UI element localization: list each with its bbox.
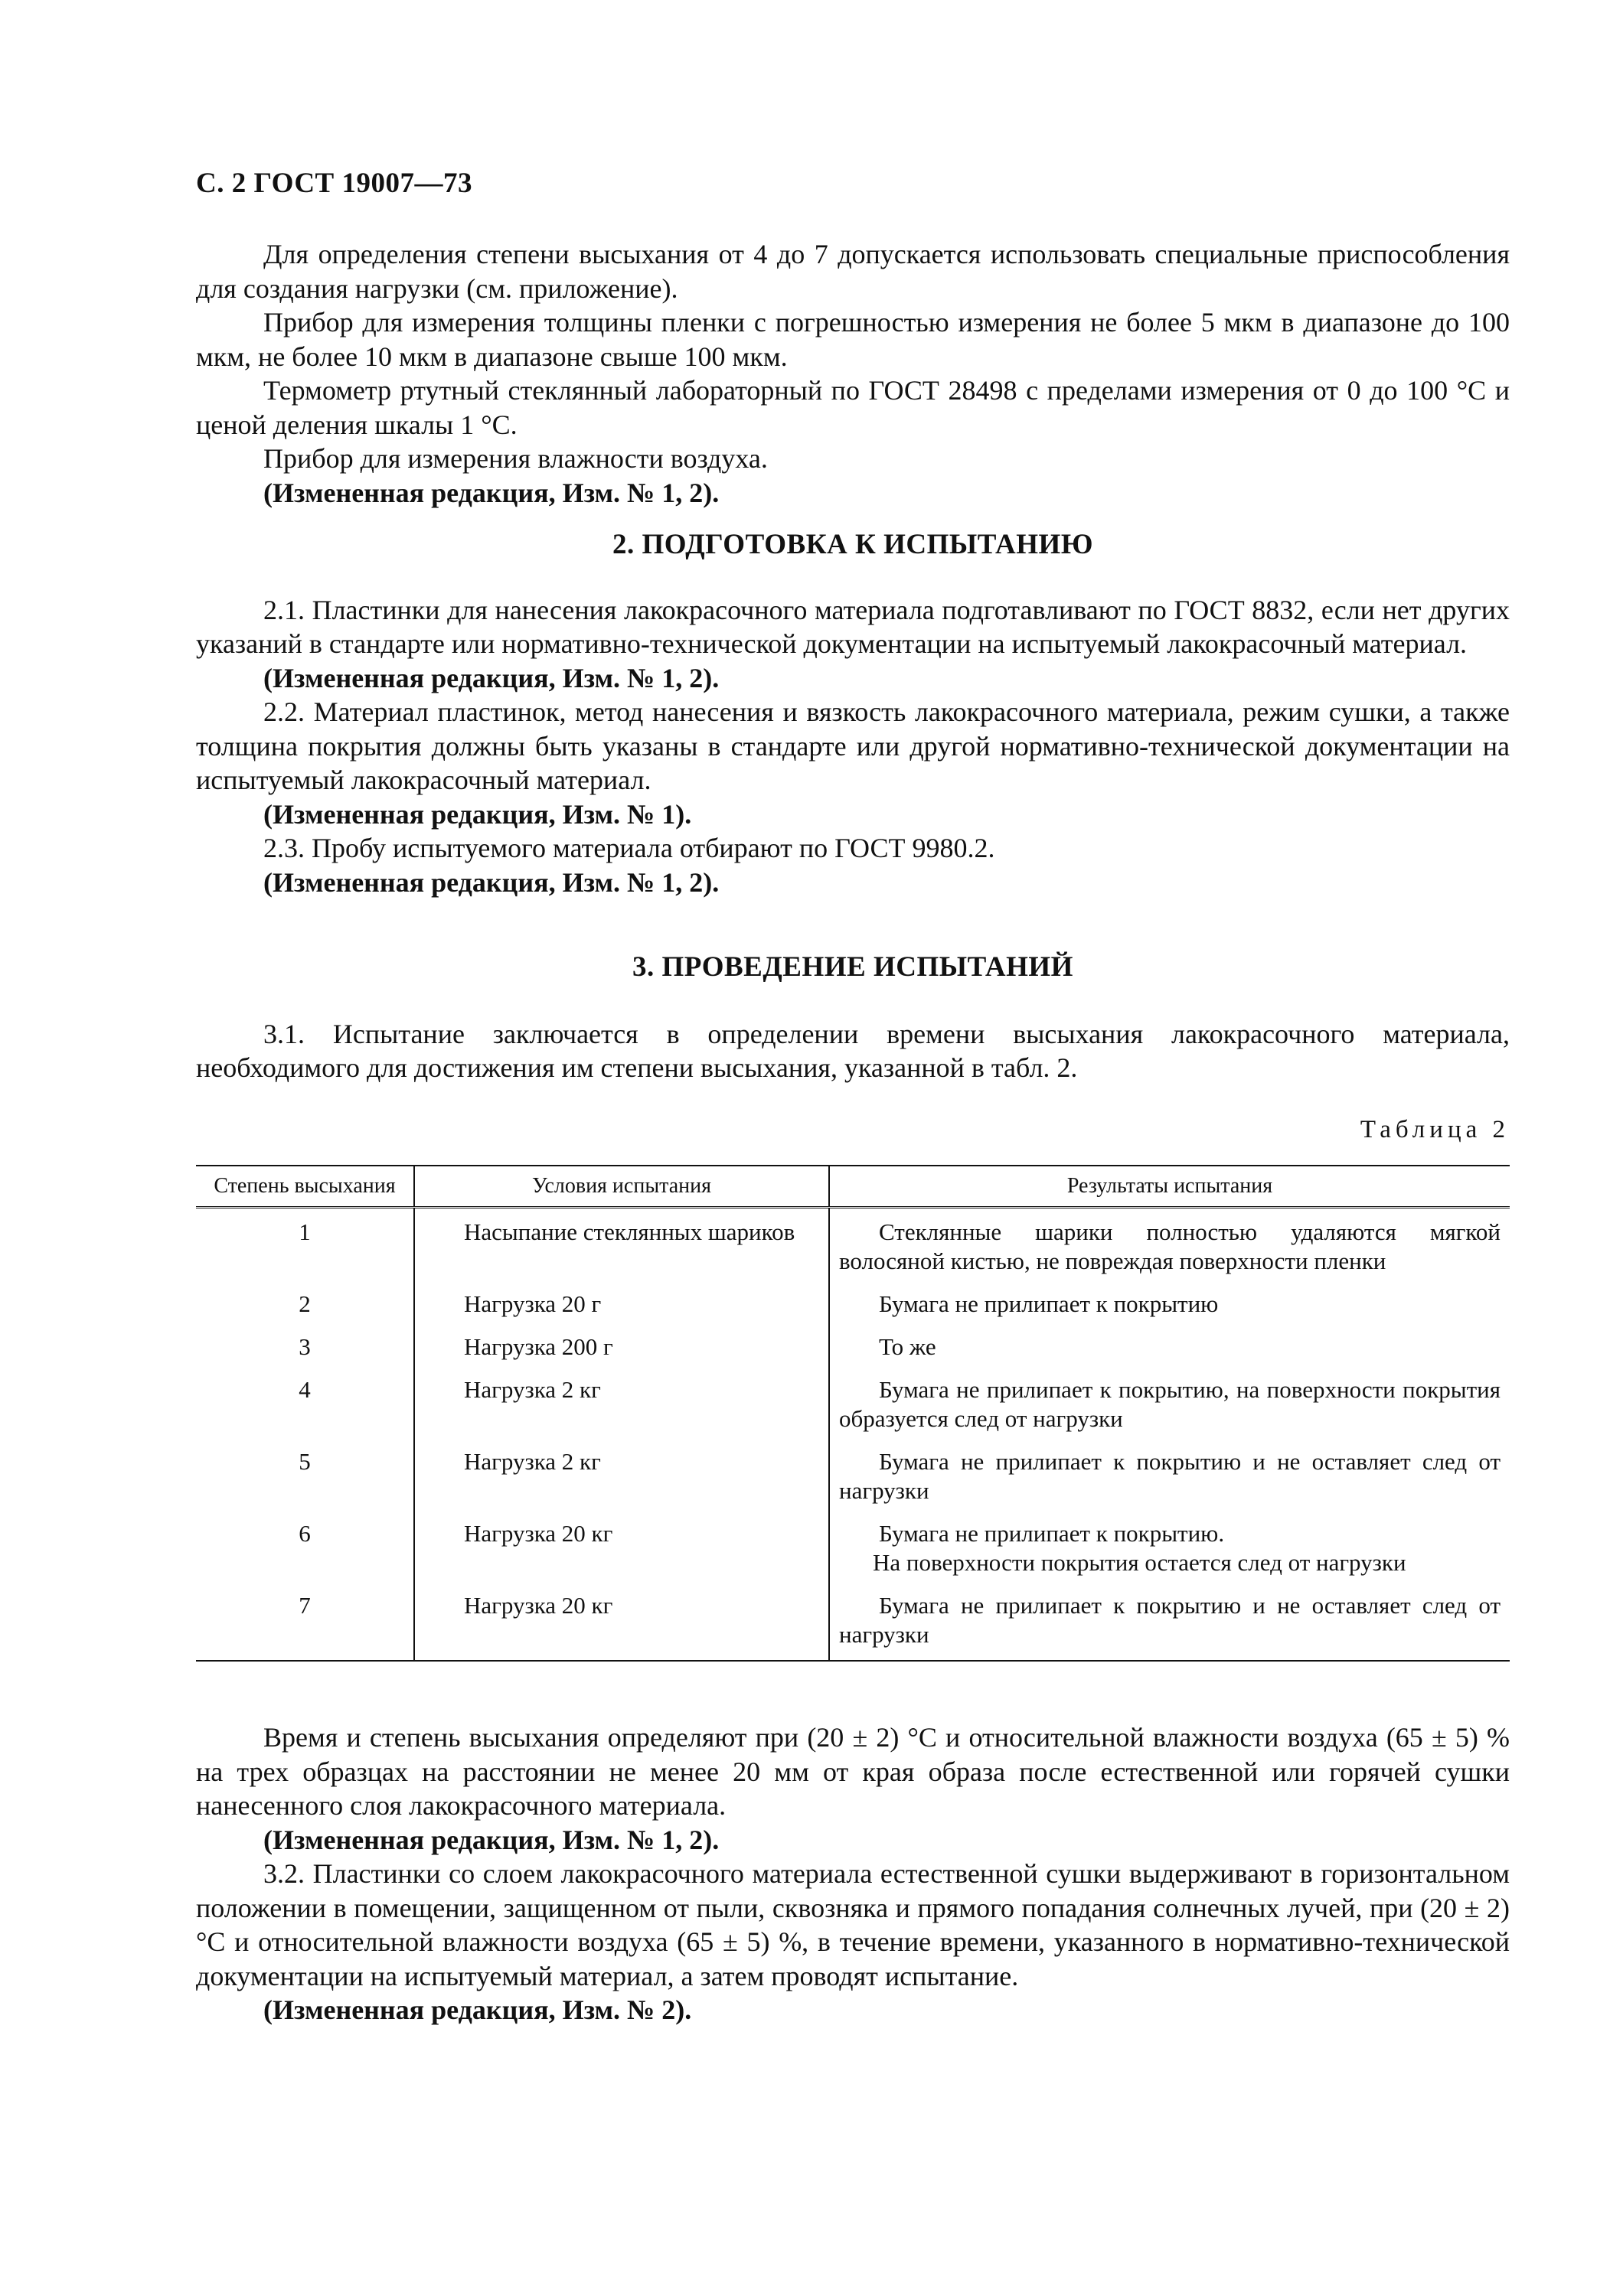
revision-note: (Измененная редакция, Изм. № 1). bbox=[263, 798, 692, 830]
degree-cell: 2 bbox=[299, 1290, 311, 1317]
degree-cell: 7 bbox=[196, 1591, 414, 1661]
revision-note: (Измененная редакция, Изм. № 1, 2). bbox=[263, 477, 720, 508]
result-cell: Бумага не прилипает к покрытию и не оставляет след от нагрузки bbox=[829, 1447, 1510, 1519]
degree-cell: 6 bbox=[299, 1520, 311, 1547]
table-row bbox=[196, 1208, 1510, 1290]
paragraph: Прибор для измерения влажности воздуха. bbox=[263, 443, 768, 474]
intro-block bbox=[196, 237, 1510, 510]
paragraph: 2.2. Материал пластинок, метод нанесения и вязкость лакокрасочного материала, режим сушки, а также толщина покрытия должны быть указаны в стандарте или другой нормативно-технической документации на испытуемый лакокрасочный материал. bbox=[196, 696, 1510, 795]
condition-cell: Нагрузка 20 кг bbox=[414, 1591, 829, 1661]
degree-cell: 4 bbox=[299, 1376, 311, 1403]
result-line: На поверхности покрытия остается след от нагрузки bbox=[873, 1549, 1406, 1576]
column-header: Результаты испытания bbox=[829, 1166, 1510, 1208]
revision-note: (Измененная редакция, Изм. № 1, 2). bbox=[263, 1824, 720, 1855]
drying-table bbox=[196, 1165, 1510, 1662]
condition-cell: Нагрузка 2 кг bbox=[414, 1375, 829, 1447]
paragraph: 2.3. Пробу испытуемого материала отбирают по ГОСТ 9980.2. bbox=[263, 833, 995, 863]
result-cell: Бумага не прилипает к покрытию, на поверхности покрытия образуется след от нагрузки bbox=[829, 1375, 1510, 1447]
section-title: 3. ПРОВЕДЕНИЕ ИСПЫТАНИЙ bbox=[632, 951, 1073, 983]
table-header-row bbox=[196, 1166, 1510, 1208]
column-header: Условия испытания bbox=[414, 1166, 829, 1208]
condition-cell: Нагрузка 20 г bbox=[414, 1290, 829, 1332]
condition-cell: Нагрузка 20 кг bbox=[414, 1519, 829, 1591]
table-row bbox=[196, 1290, 1510, 1332]
revision-note: (Измененная редакция, Изм. № 1, 2). bbox=[263, 662, 720, 693]
table-row bbox=[196, 1591, 1510, 1661]
section-title: 2. ПОДГОТОВКА К ИСПЫТАНИЮ bbox=[612, 529, 1093, 560]
result-cell: Бумага не прилипает к покрытию и не оставляет след от нагрузки bbox=[829, 1591, 1510, 1661]
paragraph: Термометр ртутный стеклянный лабораторный по ГОСТ 28498 с пределами измерения от 0 до 100 °С и ценой деления шкалы 1 °С. bbox=[196, 375, 1510, 440]
degree-cell: 3 bbox=[299, 1333, 311, 1360]
table-row bbox=[196, 1332, 1510, 1375]
table-row bbox=[196, 1447, 1510, 1519]
column-header: Степень высыхания bbox=[196, 1166, 414, 1208]
table-caption: Таблица 2 bbox=[1360, 1116, 1510, 1143]
paragraph: 3.1. Испытание заключается в определении времени высыхания лакокрасочного материала, необходимого для достижения им степени высыхания, указанной в табл. 2. bbox=[196, 1018, 1510, 1083]
section-2 bbox=[196, 528, 1510, 899]
condition-cell: Нагрузка 200 г bbox=[414, 1332, 829, 1375]
paragraph: Время и степень высыхания определяют при (20 ± 2) °С и относительной влажности воздуха (65 ± 5) % на трех образцах на расстоянии не менее 20 мм от края образа после естественной или горячей сушки нанесенного слоя лакокрасочного материала. bbox=[196, 1722, 1510, 1821]
paragraph: Прибор для измерения толщины пленки с погрешностью измерения не более 5 мкм в диапазоне до 100 мкм, не более 10 мкм в диапазоне свыше 100 мкм. bbox=[196, 307, 1510, 372]
table-row bbox=[196, 1375, 1510, 1447]
paragraph: Для определения степени высыхания от 4 до 7 допускается использовать специальные приспособления для создания нагрузки (см. приложение). bbox=[196, 239, 1510, 304]
section-3 bbox=[196, 951, 1510, 1085]
result-line: Бумага не прилипает к покрытию. bbox=[879, 1520, 1225, 1547]
table-row bbox=[196, 1519, 1510, 1591]
degree-cell: 5 bbox=[299, 1448, 311, 1475]
after-table-block bbox=[196, 1720, 1510, 2027]
condition-cell: Насыпание стеклянных шариков bbox=[414, 1208, 829, 1290]
degree-cell: 1 bbox=[299, 1218, 311, 1245]
paragraph: 2.1. Пластинки для нанесения лакокрасочного материала подготавливают по ГОСТ 8832, если нет других указаний в стандарте или нормативно-технической документации на испытуемый лакокрасочный материал. bbox=[196, 594, 1510, 659]
result-cell bbox=[829, 1519, 1510, 1591]
paragraph: 3.2. Пластинки со слоем лакокрасочного материала естественной сушки выдерживают в горизонтальном положении в помещении, защищенном от пыли, сквозняка и прямого попадания солнечных лучей, при (20 ± 2) °С и относительной влажности воздуха (65 ± 5) %, в течение времени, указанного в нормативно-технической документации на испытуемый материал, а затем проводят испытание. bbox=[196, 1858, 1510, 1991]
result-cell: Стеклянные шарики полностью удаляются мягкой волосяной кистью, не повреждая поверхности пленки bbox=[829, 1208, 1510, 1290]
result-cell: Бумага не прилипает к покрытию bbox=[829, 1290, 1510, 1332]
revision-note: (Измененная редакция, Изм. № 1, 2). bbox=[263, 866, 720, 898]
condition-cell: Нагрузка 2 кг bbox=[414, 1447, 829, 1519]
page-header: С. 2 ГОСТ 19007—73 bbox=[196, 168, 472, 199]
result-cell: То же bbox=[829, 1332, 1510, 1375]
revision-note: (Измененная редакция, Изм. № 2). bbox=[263, 1994, 692, 2025]
